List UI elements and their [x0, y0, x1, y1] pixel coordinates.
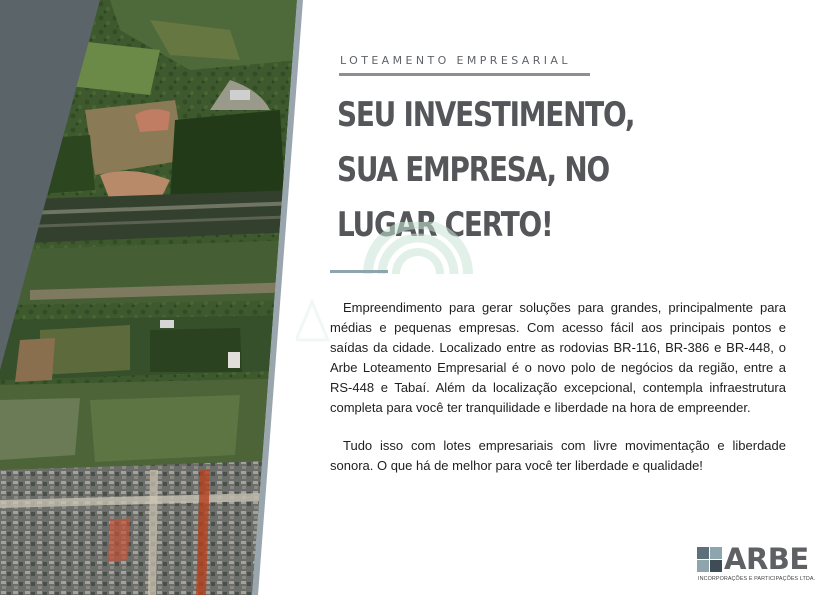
arbe-logo-subtitle: INCORPORAÇÕES E PARTICIPAÇÕES LTDA. [698, 576, 816, 582]
arbe-logo-wordmark: ARBE [724, 542, 809, 576]
eyebrow-underline [339, 73, 590, 76]
headline-line-1: SEU INVESTIMENTO, [337, 95, 635, 135]
accent-rule [330, 270, 388, 273]
arbe-logo [697, 542, 823, 586]
headline-line-3: LUGAR CERTO! [337, 205, 553, 245]
arbe-logo-mark-icon [697, 547, 723, 573]
paragraph-1: Empreendimento para gerar soluções para grandes, principalmente para médias e pequenas empresas. Com acesso fácil aos principais pontos e saídas da cidade. Localizado entre as rodovias BR-116, BR-386 e BR-448, o Arbe Loteamento Empresarial é o novo polo de negócios da região, entre a RS-448 e Tabaí. Além da localização excepcional, contempla infraestrutura completa para você ter tranquilidade e liberdade na hora de empreender. [330, 300, 786, 415]
body-copy [330, 298, 786, 476]
section-eyebrow: LOTEAMENTO EMPRESARIAL [340, 54, 571, 67]
headline-line-2: SUA EMPRESA, NO [337, 150, 609, 190]
paragraph-2: Tudo isso com lotes empresariais com livre movimentação e liberdade sonora. O que há de melhor para você ter liberdade e qualidade! [330, 438, 786, 474]
